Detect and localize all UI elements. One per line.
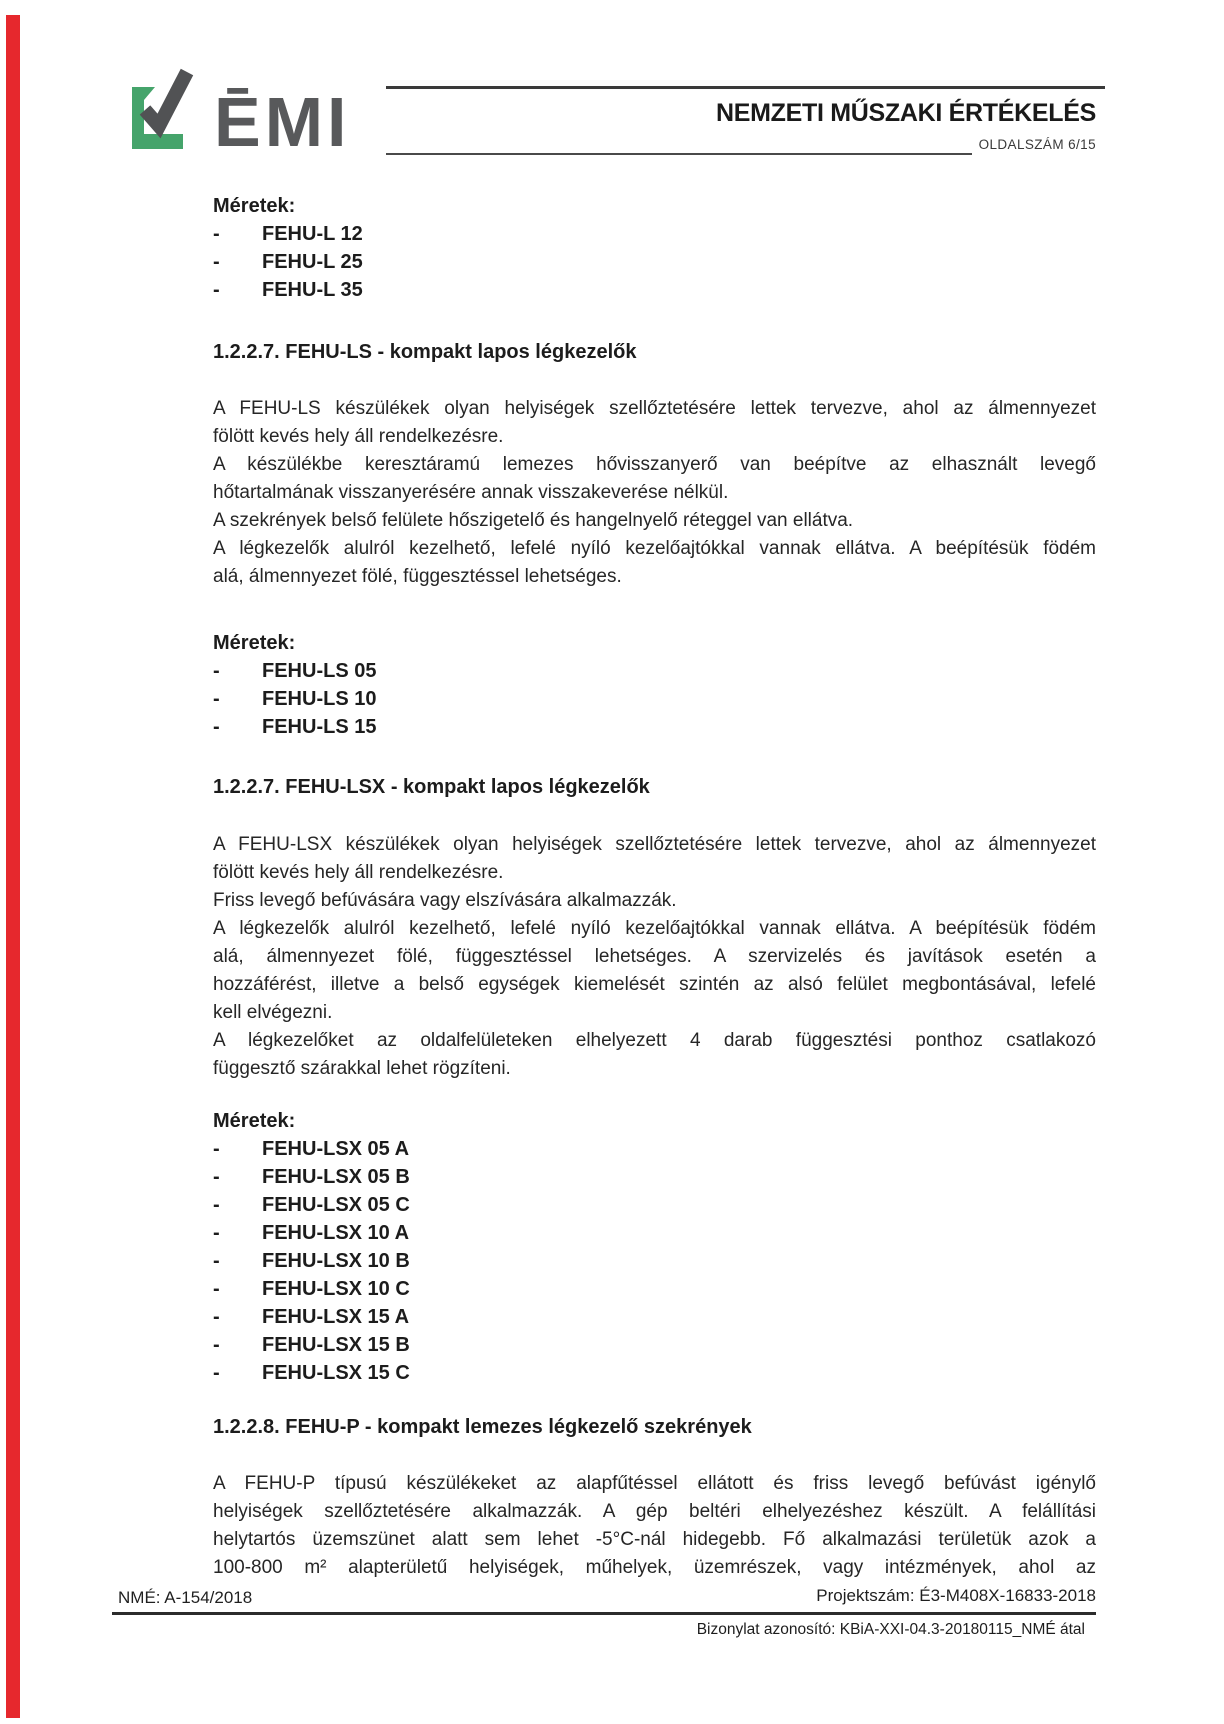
fehu-p-paragraph	[213, 1470, 1096, 1582]
list-item	[213, 1219, 1096, 1247]
paragraph-line: A légkezelőket az oldalfelületeken elhelyezett 4 darab függesztési ponthoz csatlakozó	[213, 1030, 1096, 1051]
bullet-dash: -	[213, 688, 220, 710]
bullet-dash: -	[213, 1278, 220, 1300]
bullet-dash: -	[213, 279, 220, 301]
paragraph-line: alá, álmennyezet fölé, függesztéssel lehetséges. A szervizelés és javítások esetén a	[213, 946, 1096, 967]
document-title: NEMZETI MŰSZAKI ÉRTÉKELÉS	[715, 99, 1096, 127]
list-item-label: FEHU-LSX 10 C	[262, 1278, 410, 1300]
list-item	[213, 1135, 1096, 1163]
list-item	[213, 276, 1096, 304]
list-item	[213, 713, 1096, 741]
list-item-label: FEHU-LSX 10 A	[262, 1222, 410, 1244]
section-heading-fehu-ls: 1.2.2.7. FEHU-LS - kompakt lapos légkezelők	[213, 341, 637, 363]
bullet-dash: -	[213, 1250, 220, 1272]
bullet-dash: -	[213, 223, 220, 245]
paragraph-line: hozzáférést, illetve a belső egységek kiemelését szintén az alsó felület megbontásával, lefelé	[213, 974, 1096, 995]
list-item	[213, 685, 1096, 713]
page-number-label: OLDALSZÁM 6/15	[978, 137, 1096, 152]
list-item-label: FEHU-LSX 15 B	[262, 1334, 410, 1356]
list-item-label: FEHU-LSX 05 A	[262, 1138, 410, 1160]
list-item	[213, 1359, 1096, 1387]
list-item-label: FEHU-LSX 15 C	[262, 1362, 410, 1384]
bullet-dash: -	[213, 660, 220, 682]
emi-logo	[130, 58, 351, 161]
list-item-label: FEHU-LS 10	[262, 688, 377, 710]
list-item-label: FEHU-LSX 15 A	[262, 1306, 410, 1328]
paragraph-line: A légkezelők alulról kezelhető, lefelé nyíló kezelőajtókkal vannak ellátva. A beépítésük födém	[213, 538, 1096, 559]
fehu-lsx-size-list	[213, 1135, 1096, 1387]
bullet-dash: -	[213, 1166, 220, 1188]
list-item-label: FEHU-LS 05	[262, 660, 377, 682]
list-item-label: FEHU-LS 15	[262, 716, 377, 738]
list-item-label: FEHU-LSX 05 C	[262, 1194, 410, 1216]
bullet-dash: -	[213, 251, 220, 273]
paragraph-line: hőtartalmának visszanyerésére annak visszakeverése nélkül.	[213, 482, 729, 503]
paragraph-line: fölött kevés hely áll rendelkezésre.	[213, 862, 504, 883]
section-heading-fehu-p: 1.2.2.8. FEHU-P - kompakt lemezes légkezelő szekrények	[213, 1416, 752, 1438]
paragraph-line: helyiségek szellőztetésére alkalmazzák. A gép beltéri elhelyezéshez készült. A felállítási	[213, 1501, 1096, 1522]
sizes-heading: Méretek:	[213, 632, 296, 654]
paragraph-line: A készülékbe keresztáramú lemezes hővisszanyerő van beépítve az elhasznált levegő	[213, 454, 1096, 475]
paragraph-line: A szekrények belső felülete hőszigetelő és hangelnyelő réteggel van ellátva.	[213, 510, 854, 531]
sizes-heading: Méretek:	[213, 1110, 296, 1132]
paragraph-line: kell elvégezni.	[213, 1002, 333, 1023]
paragraph-line: A FEHU-P típusú készülékeket az alapfűtéssel ellátott és friss levegő befúvást igénylő	[213, 1473, 1096, 1494]
list-item	[213, 1331, 1096, 1359]
fehu-lsx-paragraph	[213, 831, 1096, 1083]
paragraph-line: Friss levegő befúvására vagy elszívására alkalmazzák.	[213, 890, 677, 911]
list-item-label: FEHU-LSX 10 B	[262, 1250, 410, 1272]
list-item	[213, 657, 1096, 685]
paragraph-line: A FEHU-LSX készülékek olyan helyiségek szellőztetésére lettek tervezve, ahol az álmennyezet	[213, 834, 1096, 855]
list-item-label: FEHU-LSX 05 B	[262, 1166, 410, 1188]
section-heading-fehu-lsx: 1.2.2.7. FEHU-LSX - kompakt lapos légkezelők	[213, 776, 650, 798]
bullet-dash: -	[213, 716, 220, 738]
footer-nme-number: NMÉ: A-154/2018	[118, 1588, 253, 1607]
header-rule-bottom	[386, 153, 972, 155]
fehu-ls-size-list	[213, 657, 1096, 741]
logo-text: ĒMI	[214, 83, 351, 161]
list-item	[213, 1247, 1096, 1275]
footer-rule	[112, 1612, 1096, 1615]
sizes-heading: Méretek:	[213, 195, 296, 217]
page-edge-stripe	[6, 15, 20, 1718]
footer-project-number: Projektszám: É3-M408X-16833-2018	[816, 1586, 1096, 1605]
bullet-dash: -	[213, 1362, 220, 1384]
fehu-ls-paragraph	[213, 395, 1096, 591]
bullet-dash: -	[213, 1194, 220, 1216]
paragraph-line: 100-800 m² alapterületű helyiségek, műhelyek, üzemrészek, vagy intézmények, ahol az	[213, 1557, 1096, 1578]
bullet-dash: -	[213, 1306, 220, 1328]
paragraph-line: alá, álmennyezet fölé, függesztéssel lehetséges.	[213, 566, 622, 587]
bullet-dash: -	[213, 1334, 220, 1356]
header-rule-top	[386, 86, 1105, 89]
list-item	[213, 220, 1096, 248]
fehu-l-size-list	[213, 220, 1096, 304]
list-item	[213, 248, 1096, 276]
paragraph-line: A FEHU-LS készülékek olyan helyiségek szellőztetésére lettek tervezve, ahol az álmennyezet	[213, 398, 1096, 419]
list-item	[213, 1163, 1096, 1191]
logo-checkmark-icon	[130, 64, 200, 150]
paragraph-line: helytartós üzemszünet alatt sem lehet -5°C-nál hidegebb. Fő alkalmazási területük azok a	[213, 1529, 1096, 1550]
list-item-label: FEHU-L 35	[262, 279, 363, 301]
paragraph-line: A légkezelők alulról kezelhető, lefelé nyíló kezelőajtókkal vannak ellátva. A beépítésük födém	[213, 918, 1096, 939]
paragraph-line: fölött kevés hely áll rendelkezésre.	[213, 426, 504, 447]
footer-receipt-id: Bizonylat azonosító: KBiA-XXI-04.3-20180115_NMÉ átal	[696, 1621, 1085, 1638]
bullet-dash: -	[213, 1222, 220, 1244]
list-item-label: FEHU-L 25	[262, 251, 363, 273]
list-item	[213, 1191, 1096, 1219]
bullet-dash: -	[213, 1138, 220, 1160]
list-item	[213, 1303, 1096, 1331]
list-item	[213, 1275, 1096, 1303]
list-item-label: FEHU-L 12	[262, 223, 363, 245]
paragraph-line: függesztő szárakkal lehet rögzíteni.	[213, 1058, 511, 1079]
